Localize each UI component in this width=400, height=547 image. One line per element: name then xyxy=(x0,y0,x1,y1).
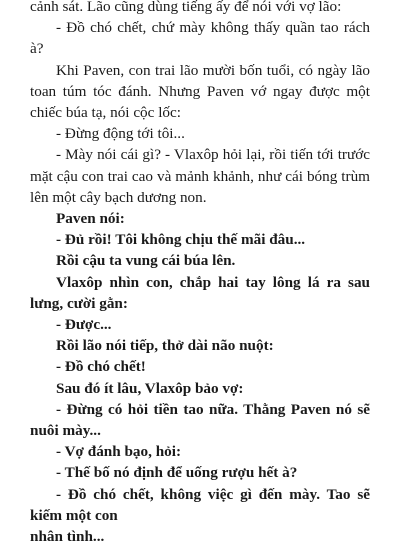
paragraph: Paven nói: xyxy=(56,210,125,228)
dialogue-line: - Đồ chó chết! xyxy=(56,358,146,376)
paragraph: Khi Paven, con trai lão mười bốn tuổi, có ngày lão toan túm tóc đánh. Nhưng Paven vớ ngay được một chiếc búa tạ, nói cộc lốc: xyxy=(30,61,370,122)
dialogue-line: - Mày nói cái gì? - Vlaxôp hỏi lại, rồi tiến tới trước mặt cậu con trai cao và mảnh khảnh, như cái bóng trùm lên một cây bạch dương non. xyxy=(30,146,370,206)
dialogue-line: - Được... xyxy=(56,316,112,334)
dialogue-line: - Đừng có hỏi tiền tao nữa. Thằng Paven nó sẽ nuôi mày... xyxy=(30,400,370,440)
dialogue-line: - Đồ chó chết, chứ mày không thấy quần tao rách à? xyxy=(30,19,370,58)
paragraph: Vlaxôp nhìn con, chắp hai tay lông lá ra sau lưng, cười gằn: xyxy=(30,273,370,312)
dialogue-line: - Đồ chó chết, không việc gì đến mày. Tao sẽ kiếm một con xyxy=(30,485,370,524)
paragraph: cảnh sát. Lão cũng dùng tiếng ấy để nói với vợ lão: xyxy=(30,0,342,15)
dialogue-line: - Thế bố nó định để uống rượu hết à? xyxy=(56,464,298,482)
paragraph: Rồi cậu ta vung cái búa lên. xyxy=(56,252,236,270)
paragraph: Sau đó ít lâu, Vlaxôp bảo vợ: xyxy=(56,379,244,397)
paragraph-continued: nhân tình... xyxy=(30,528,105,546)
dialogue-line: - Vợ đánh bạo, hỏi: xyxy=(56,443,182,461)
dialogue-line: - Đủ rồi! Tôi không chịu thế mãi đâu... xyxy=(56,231,306,249)
page-text xyxy=(30,0,370,547)
dialogue-line: - Đừng động tới tôi... xyxy=(56,125,185,143)
paragraph: Rồi lão nói tiếp, thở dài não nuột: xyxy=(56,337,274,355)
